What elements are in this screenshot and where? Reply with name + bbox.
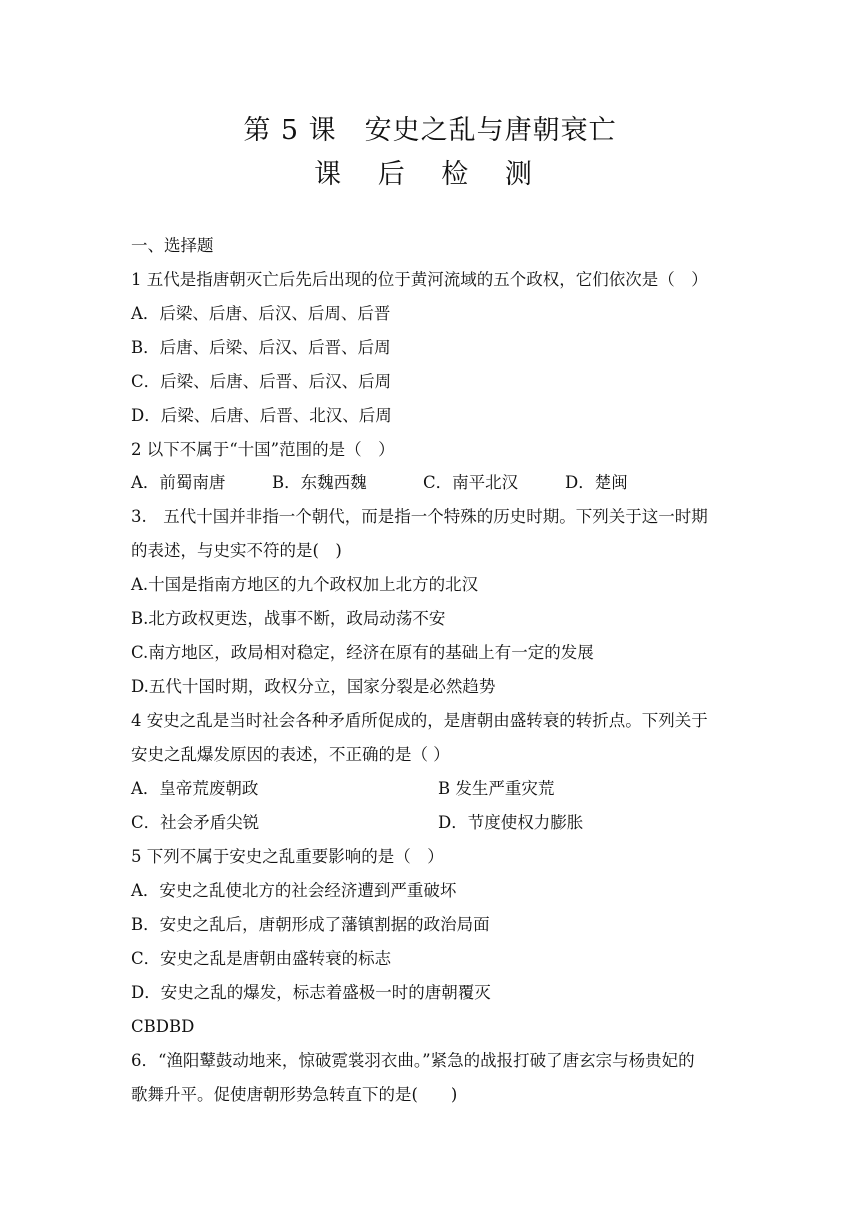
section-subtitle: 课 后 检 测 xyxy=(314,159,546,190)
question-4-stem-line-2: 安史之乱爆发原因的表述，不正确的是（ ） xyxy=(131,745,450,764)
question-4-option-a: A．皇帝荒废朝政 xyxy=(131,779,259,798)
question-1-option-a: A．后梁、后唐、后汉、后周、后晋 xyxy=(131,304,391,323)
section-heading: 一、选择题 xyxy=(131,236,214,255)
question-3-option-b: B.北方政权更迭，战事不断，政局动荡不安 xyxy=(131,609,446,628)
question-3-option-c: C.南方地区，政局相对稳定，经济在原有的基础上有一定的发展 xyxy=(131,643,594,662)
question-4-option-b: B 发生严重灾荒 xyxy=(438,779,555,798)
question-5-option-c: C．安史之乱是唐朝由盛转衰的标志 xyxy=(131,949,392,968)
question-2-option-a: A．前蜀南唐 xyxy=(131,473,226,492)
question-2-stem: 2 以下不属于“十国”范围的是（ ） xyxy=(131,440,395,459)
question-2-option-b: B．东魏西魏 xyxy=(272,473,367,492)
question-1-stem: 1 五代是指唐朝灭亡后先后出现的位于黄河流域的五个政权，它们依次是（ ） xyxy=(131,270,708,289)
question-4-stem-line-1: 4 安史之乱是当时社会各种矛盾所促成的，是唐朝由盛转衰的转折点。下列关于 xyxy=(131,711,708,730)
question-1-option-b: B．后唐、后梁、后汉、后晋、后周 xyxy=(131,338,391,357)
question-6-stem-line-2: 歌舞升平。促使唐朝形势急转直下的是( ) xyxy=(131,1085,458,1104)
question-3-option-d: D.五代十国时期，政权分立，国家分裂是必然趋势 xyxy=(131,677,496,696)
question-2-option-d: D．楚闽 xyxy=(565,473,628,492)
question-6-stem-line-1: 6．“渔阳鼙鼓动地来，惊破霓裳羽衣曲。”紧急的战报打破了唐玄宗与杨贵妃的 xyxy=(131,1051,695,1070)
question-5-option-d: D．安史之乱的爆发，标志着盛极一时的唐朝覆灭 xyxy=(131,983,491,1002)
question-5-stem: 5 下列不属于安史之乱重要影响的是（ ） xyxy=(131,847,444,866)
question-1-option-d: D．后梁、后唐、后晋、北汉、后周 xyxy=(131,406,392,425)
question-5-option-a: A．安史之乱使北方的社会经济遭到严重破坏 xyxy=(131,881,457,900)
question-3-stem-line-2: 的表述，与史实不符的是( ) xyxy=(131,541,342,560)
lesson-title: 第 5 课 安史之乱与唐朝衰亡 xyxy=(243,115,617,146)
question-2-option-c: C．南平北汉 xyxy=(423,473,519,492)
question-4-option-d: D．节度使权力膨胀 xyxy=(438,813,584,832)
question-1-option-c: C．后梁、后唐、后晋、后汉、后周 xyxy=(131,372,392,391)
answer-key: CBDBD xyxy=(131,1017,195,1036)
question-3-option-a: A.十国是指南方地区的九个政权加上北方的北汉 xyxy=(131,575,479,594)
question-4-option-c: C．社会矛盾尖锐 xyxy=(131,813,260,832)
question-3-stem-line-1: 3. 五代十国并非指一个朝代，而是指一个特殊的历史时期。下列关于这一时期 xyxy=(131,507,708,526)
question-5-option-b: B．安史之乱后，唐朝形成了藩镇割据的政治局面 xyxy=(131,915,490,934)
